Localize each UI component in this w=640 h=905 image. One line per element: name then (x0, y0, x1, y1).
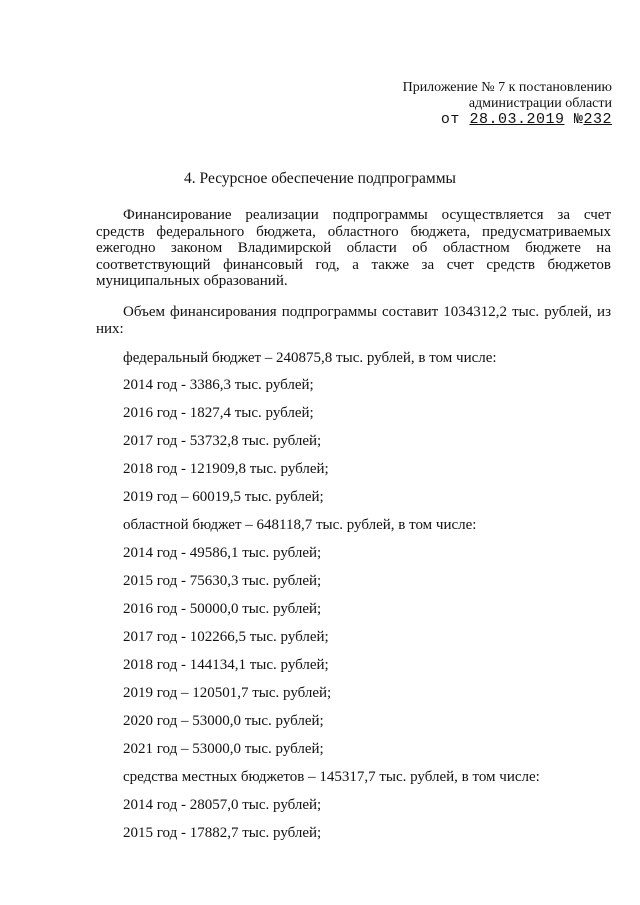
list-item: федеральный бюджет – 240875,8 тыс. рублей, в том числе: (123, 350, 497, 366)
appendix-line-1: Приложение № 7 к постановлению (402, 80, 612, 95)
list-item: областной бюджет – 648118,7 тыс. рублей, в том числе: (123, 517, 477, 533)
list-item: 2019 год – 60019,5 тыс. рублей; (123, 489, 324, 505)
date-prefix: от (440, 111, 460, 128)
list-item: средства местных бюджетов – 145317,7 тыс. рублей, в том числе: (123, 769, 540, 785)
list-item: 2018 год - 121909,8 тыс. рублей; (123, 461, 329, 477)
list-item: 2016 год - 50000,0 тыс. рублей; (123, 601, 322, 617)
list-item: 2020 год – 53000,0 тыс. рублей; (123, 713, 324, 729)
paragraph-total-volume (96, 304, 611, 337)
list-item: 2014 год - 3386,3 тыс. рублей; (123, 377, 314, 393)
paragraph-2-text: Объем финансирования подпрограммы составит 1034312,2 тыс. рублей, из них: (96, 304, 611, 337)
resolution-date: 28.03.2019 (469, 111, 565, 128)
list-item: 2017 год - 102266,5 тыс. рублей; (123, 629, 329, 645)
paragraph-1-text: Финансирование реализации подпрограммы осуществляется за счет средств федерального бюджета, областного бюджета, предусматриваемых ежегодно законом Владимирской области об областном бюджете на соответствующий финансовый год, а также за счет средств бюджетов муниципальных образований. (96, 207, 611, 289)
number-prefix: № (573, 111, 584, 128)
appendix-line-2: администрации области (468, 96, 612, 111)
list-item: 2015 год - 75630,3 тыс. рублей; (123, 573, 322, 589)
section-heading: 4. Ресурсное обеспечение подпрограммы (184, 170, 456, 187)
list-item: 2021 год – 53000,0 тыс. рублей; (123, 741, 324, 757)
list-item: 2014 год - 28057,0 тыс. рублей; (123, 797, 322, 813)
list-item: 2017 год - 53732,8 тыс. рублей; (123, 433, 322, 449)
resolution-number: 232 (583, 111, 612, 128)
resolution-date-number (403, 112, 612, 128)
list-item: 2018 год - 144134,1 тыс. рублей; (123, 657, 329, 673)
appendix-note (403, 80, 612, 128)
list-item: 2014 год - 49586,1 тыс. рублей; (123, 545, 322, 561)
list-item: 2015 год - 17882,7 тыс. рублей; (123, 825, 322, 841)
list-item: 2019 год – 120501,7 тыс. рублей; (123, 685, 332, 701)
list-item: 2016 год - 1827,4 тыс. рублей; (123, 405, 314, 421)
paragraph-financing-sources (96, 207, 611, 290)
